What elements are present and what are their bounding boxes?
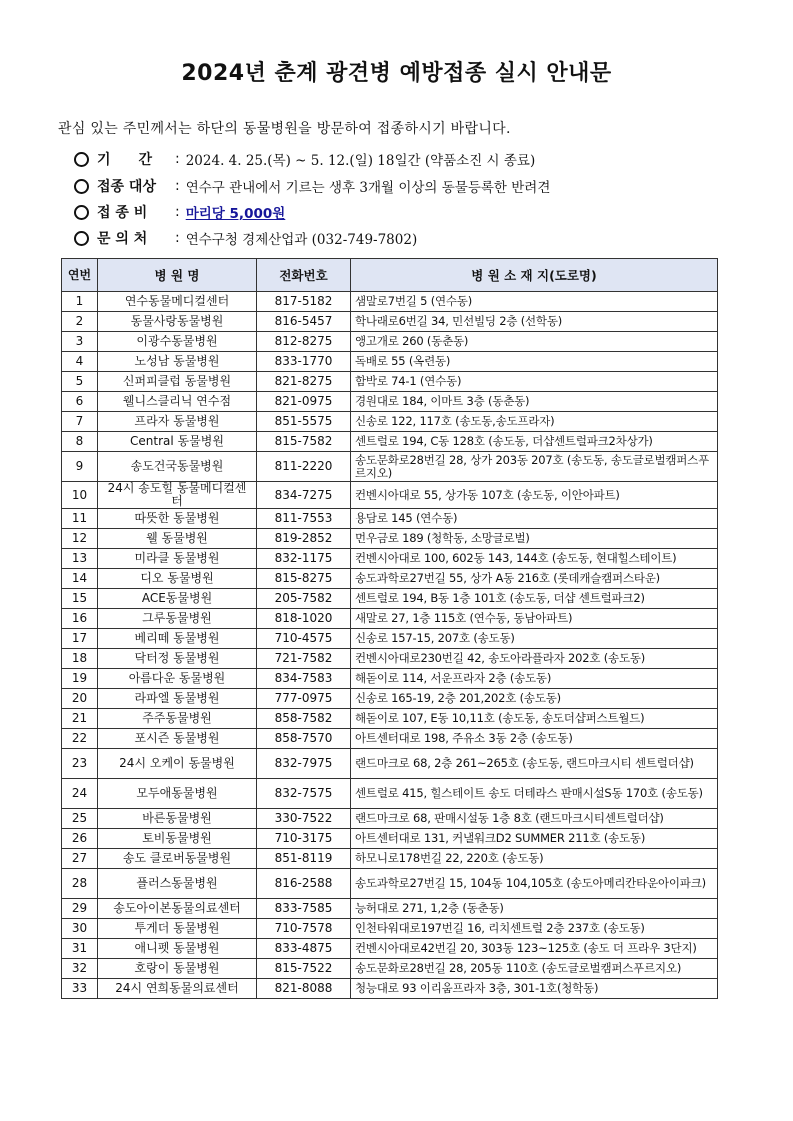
table-row [62,749,718,779]
hospital-address: 능허대로 271, 1,2층 (동춘동) [351,899,718,919]
hospital-name: 웰니스클리닉 연수점 [98,392,257,412]
phone-number: 811-2220 [257,452,351,482]
hospital-address: 신송로 165-19, 2층 201,202호 (송도동) [351,689,718,709]
table-row [62,312,718,332]
row-number: 4 [62,352,98,372]
table-row [62,689,718,709]
row-number: 12 [62,529,98,549]
phone-number: 834-7275 [257,482,351,509]
row-number: 20 [62,689,98,709]
hospital-name: 토비동물병원 [98,829,257,849]
hospital-name: 이광수동물병원 [98,332,257,352]
phone-number: 858-7582 [257,709,351,729]
hospital-address: 앵고개로 260 (동춘동) [351,332,718,352]
table-row [62,509,718,529]
phone-number: 833-7585 [257,899,351,919]
hospital-name: 아름다운 동물병원 [98,669,257,689]
row-number: 28 [62,869,98,899]
table-row [62,809,718,829]
table-row [62,669,718,689]
phone-number: 710-7578 [257,919,351,939]
hospital-address: 함박로 74-1 (연수동) [351,372,718,392]
info-target: 접종 대상 : 연수구 관내에서 기르는 생후 3개월 이상의 동물등록한 반려견 [74,176,550,196]
hospital-address: 먼우금로 189 (청학동, 소망글로벌) [351,529,718,549]
hospital-address: 랜드마크로 68, 판매시설동 1층 8호 (랜드마크시티센트럴더샵) [351,809,718,829]
table-row [62,849,718,869]
row-number: 8 [62,432,98,452]
hospital-name: 호랑이 동물병원 [98,959,257,979]
table-row [62,482,718,509]
hospital-address: 컨벤시아대로 100, 602동 143, 144호 (송도동, 현대힐스테이트) [351,549,718,569]
hospital-name: ACE동물병원 [98,589,257,609]
row-number: 22 [62,729,98,749]
hospital-address: 송도과학로27번길 55, 상가 A동 216호 (롯데캐슬캠퍼스타운) [351,569,718,589]
hospital-name: 주주동물병원 [98,709,257,729]
hospital-name: 송도건국동물병원 [98,452,257,482]
hospital-name: Central 동물병원 [98,432,257,452]
phone-number: 816-5457 [257,312,351,332]
hospital-address: 센트럴로 194, B동 1층 101호 (송도동, 더샵 센트럴파크2) [351,589,718,609]
table-row [62,589,718,609]
hospital-name: 24시 오케이 동물병원 [98,749,257,779]
hospital-address: 청능대로 93 이리움프라자 3층, 301-1호(청학동) [351,979,718,999]
table-header-row [62,259,718,292]
table-row [62,392,718,412]
row-number: 19 [62,669,98,689]
phone-number: 821-0975 [257,392,351,412]
info-label: 문 의 처 [97,231,148,247]
hospital-name: 송도아이본동물의료센터 [98,899,257,919]
header-number: 연번 [62,259,98,292]
table-row [62,292,718,312]
table-row [62,979,718,999]
phone-number: 832-1175 [257,549,351,569]
circle-bullet-icon [74,205,89,220]
phone-number: 851-5575 [257,412,351,432]
hospital-address: 컨벤시아대로 55, 상가동 107호 (송도동, 이안아파트) [351,482,718,509]
hospital-name: 플러스동물병원 [98,869,257,899]
table-row [62,779,718,809]
row-number: 30 [62,919,98,939]
hospital-name: 베리떼 동물병원 [98,629,257,649]
table-row [62,549,718,569]
hospital-address: 송도과학로27번길 15, 104동 104,105호 (송도아메리칸타운아이파크) [351,869,718,899]
hospital-name: 24시 연희동물의료센터 [98,979,257,999]
row-number: 2 [62,312,98,332]
hospital-address: 신송로 122, 117호 (송도동,송도프라자) [351,412,718,432]
table-row [62,939,718,959]
hospital-name: 웰 동물병원 [98,529,257,549]
row-number: 23 [62,749,98,779]
row-number: 27 [62,849,98,869]
hospital-address: 센트럴로 415, 힐스테이트 송도 더테라스 판매시설S동 170호 (송도동) [351,779,718,809]
row-number: 10 [62,482,98,509]
table-row [62,869,718,899]
row-number: 33 [62,979,98,999]
header-address: 병 원 소 재 지(도로명) [351,259,718,292]
phone-number: 815-7582 [257,432,351,452]
row-number: 11 [62,509,98,529]
circle-bullet-icon [74,152,89,167]
hospital-name: 24시 송도힐 동물메디컬센터 [98,482,257,509]
hospital-table [61,258,718,999]
row-number: 29 [62,899,98,919]
phone-number: 777-0975 [257,689,351,709]
row-number: 3 [62,332,98,352]
info-label: 기 간 [97,152,153,168]
hospital-name: 동물사랑동물병원 [98,312,257,332]
phone-number: 858-7570 [257,729,351,749]
hospital-address: 컨벤시아대로42번길 20, 303동 123~125호 (송도 더 프라우 3단지) [351,939,718,959]
phone-number: 834-7583 [257,669,351,689]
hospital-address: 학나래로6번길 34, 민선빌딩 2층 (선학동) [351,312,718,332]
phone-number: 721-7582 [257,649,351,669]
table-row [62,899,718,919]
phone-number: 330-7522 [257,809,351,829]
row-number: 21 [62,709,98,729]
row-number: 25 [62,809,98,829]
phone-number: 817-5182 [257,292,351,312]
hospital-address: 송도문화로28번길 28, 상가 203동 207호 (송도동, 송도글로벌캠퍼스푸르지오) [351,452,718,482]
table-row [62,629,718,649]
page-title: 2024년 춘계 광견병 예방접종 실시 안내문 [181,61,612,86]
row-number: 14 [62,569,98,589]
hospital-name: 디오 동물병원 [98,569,257,589]
phone-number: 819-2852 [257,529,351,549]
row-number: 17 [62,629,98,649]
hospital-address: 송도문화로28번길 28, 205동 110호 (송도글로벌캠퍼스푸르지오) [351,959,718,979]
hospital-address: 신송로 157-15, 207호 (송도동) [351,629,718,649]
phone-number: 851-8119 [257,849,351,869]
info-contact: 문 의 처 : 연수구청 경제산업과 (032-749-7802) [74,228,417,248]
hospital-name: 프라자 동물병원 [98,412,257,432]
hospital-name: 송도 클로버동물병원 [98,849,257,869]
header-phone: 전화번호 [257,259,351,292]
hospital-name: 신퍼피클럽 동물병원 [98,372,257,392]
table-row [62,372,718,392]
hospital-address: 컨벤시아대로230번길 42, 송도아라플라자 202호 (송도동) [351,649,718,669]
hospital-address: 아트센터대로 131, 커낼워크D2 SUMMER 211호 (송도동) [351,829,718,849]
table-row [62,959,718,979]
phone-number: 811-7553 [257,509,351,529]
info-label: 접 종 비 [97,205,148,221]
header-hospital-name: 병 원 명 [98,259,257,292]
circle-bullet-icon [74,179,89,194]
hospital-name: 닥터정 동물병원 [98,649,257,669]
hospital-name: 포시즌 동물병원 [98,729,257,749]
phone-number: 821-8088 [257,979,351,999]
info-fee: 접 종 비 : 마리당 5,000원 [74,202,285,222]
phone-number: 710-3175 [257,829,351,849]
hospital-name: 모두애동물병원 [98,779,257,809]
phone-number: 205-7582 [257,589,351,609]
hospital-address: 새말로 27, 1층 115호 (연수동, 동남아파트) [351,609,718,629]
info-value: 연수구 관내에서 기르는 생후 3개월 이상의 동물등록한 반려견 [185,180,551,196]
intro-text: 관심 있는 주민께서는 하단의 동물병원을 방문하여 접종하시기 바랍니다. [58,121,511,137]
row-number: 1 [62,292,98,312]
info-period: 기 간 : 2024. 4. 25.(목) ~ 5. 12.(일) 18일간 (약품소진 시 종료) [74,149,535,169]
phone-number: 818-1020 [257,609,351,629]
table-row [62,729,718,749]
row-number: 13 [62,549,98,569]
table-body [62,292,718,999]
phone-number: 832-7575 [257,779,351,809]
phone-number: 815-7522 [257,959,351,979]
table-row [62,569,718,589]
info-value-highlight: 마리당 5,000원 [185,206,286,222]
hospital-address: 해돋이로 107, E동 10,11호 (송도동, 송도더샵퍼스트월드) [351,709,718,729]
row-number: 6 [62,392,98,412]
row-number: 24 [62,779,98,809]
phone-number: 816-2588 [257,869,351,899]
hospital-name: 노성남 동물병원 [98,352,257,372]
row-number: 26 [62,829,98,849]
row-number: 18 [62,649,98,669]
phone-number: 710-4575 [257,629,351,649]
row-number: 5 [62,372,98,392]
hospital-name: 그루동물병원 [98,609,257,629]
hospital-address: 하모니로178번길 22, 220호 (송도동) [351,849,718,869]
table-row [62,919,718,939]
row-number: 31 [62,939,98,959]
table-row [62,432,718,452]
row-number: 16 [62,609,98,629]
hospital-name: 투게더 동물병원 [98,919,257,939]
table-row [62,352,718,372]
table-row [62,709,718,729]
table-row [62,332,718,352]
table-row [62,452,718,482]
hospital-address: 경원대로 184, 이마트 3층 (동춘동) [351,392,718,412]
table-row [62,412,718,432]
hospital-address: 해돋이로 114, 서운프라자 2층 (송도동) [351,669,718,689]
table-row [62,609,718,629]
phone-number: 832-7975 [257,749,351,779]
phone-number: 833-4875 [257,939,351,959]
table-row [62,829,718,849]
hospital-address: 샘말로7번길 5 (연수동) [351,292,718,312]
table-row [62,649,718,669]
hospital-name: 바른동물병원 [98,809,257,829]
row-number: 7 [62,412,98,432]
row-number: 9 [62,452,98,482]
table-row [62,529,718,549]
info-value: 2024. 4. 25.(목) ~ 5. 12.(일) 18일간 (약품소진 시 종료) [185,153,536,169]
hospital-name: 애니펫 동물병원 [98,939,257,959]
hospital-name: 미라클 동물병원 [98,549,257,569]
hospital-name: 라파엘 동물병원 [98,689,257,709]
hospital-address: 아트센터대로 198, 주유소 3동 2층 (송도동) [351,729,718,749]
hospital-address: 독배로 55 (옥련동) [351,352,718,372]
phone-number: 833-1770 [257,352,351,372]
info-label: 접종 대상 [97,179,156,195]
hospital-address: 인천타워대로197번길 16, 리치센트럴 2층 237호 (송도동) [351,919,718,939]
row-number: 15 [62,589,98,609]
row-number: 32 [62,959,98,979]
hospital-name: 따뜻한 동물병원 [98,509,257,529]
circle-bullet-icon [74,231,89,246]
phone-number: 821-8275 [257,372,351,392]
phone-number: 815-8275 [257,569,351,589]
hospital-address: 용담로 145 (연수동) [351,509,718,529]
hospital-address: 센트럴로 194, C동 128호 (송도동, 더샵센트럴파크2차상가) [351,432,718,452]
hospital-address: 랜드마크로 68, 2층 261~265호 (송도동, 랜드마크시티 센트럴더샵) [351,749,718,779]
hospital-name: 연수동물메디컬센터 [98,292,257,312]
phone-number: 812-8275 [257,332,351,352]
info-value: 연수구청 경제산업과 (032-749-7802) [185,232,418,248]
